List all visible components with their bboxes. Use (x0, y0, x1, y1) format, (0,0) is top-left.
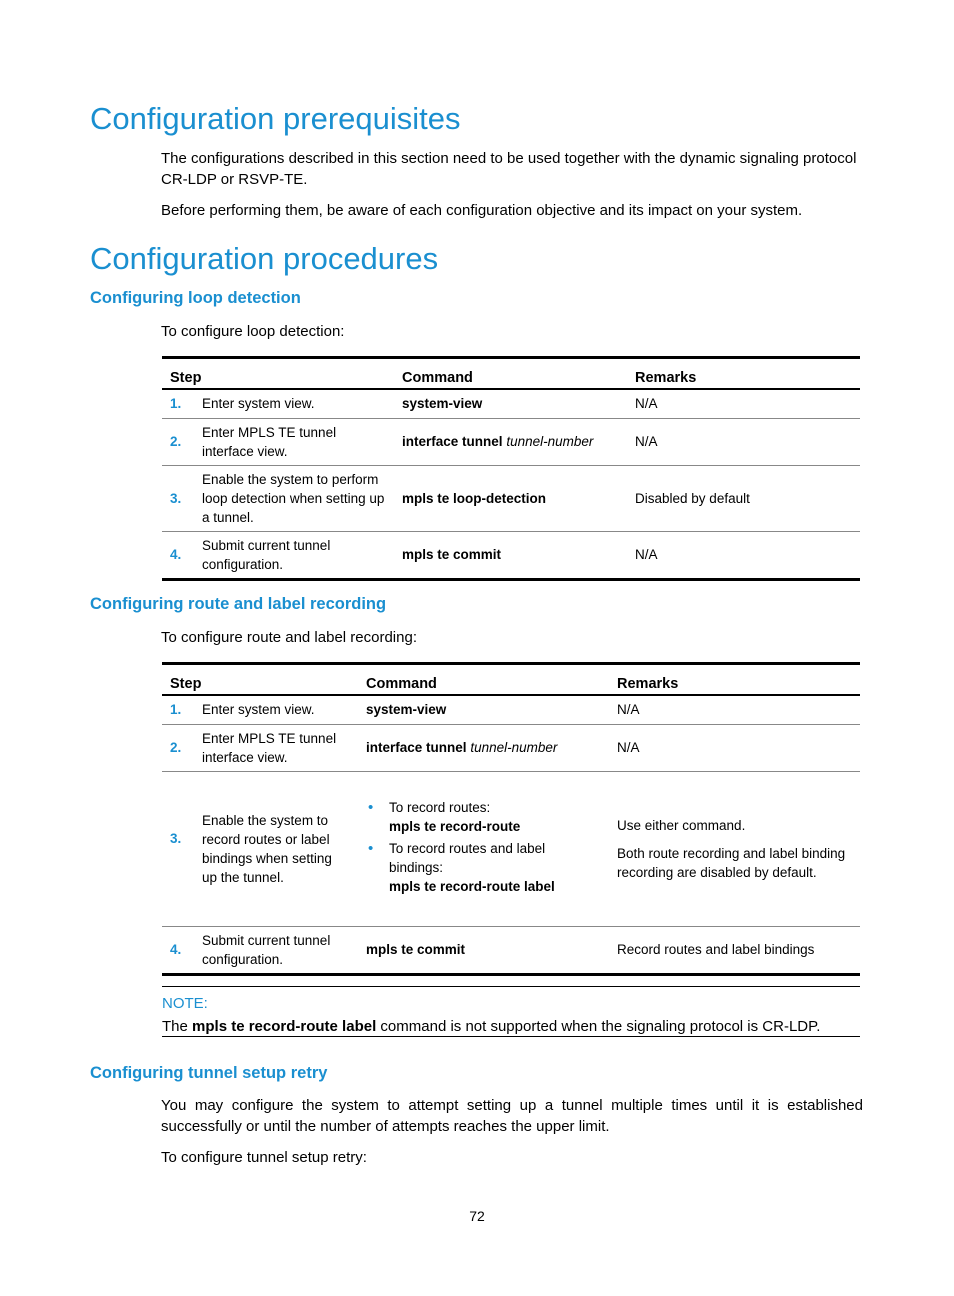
prereq-paragraph-2: Before performing them, be aware of each configuration objective and its impact on your system. (161, 202, 803, 219)
prereq-title: Configuration prerequisites (90, 101, 461, 136)
command-cell (358, 926, 609, 974)
step-number: 2. (170, 740, 182, 755)
route-recording-table (162, 662, 860, 976)
tunnel-retry-paragraph: You may configure the system to attempt setting up a tunnel multiple times until it is established successfully or until the number of attempts reaches the upper limit. (161, 1097, 863, 1135)
remarks-paragraph: Both route recording and label binding recording are disabled by default. (617, 845, 846, 880)
step-header: Step (170, 676, 202, 692)
step-header: Step (170, 370, 202, 386)
remarks-cell: N/A (635, 396, 658, 412)
command-cell (358, 695, 609, 724)
remarks-paragraph: Use either command. (617, 817, 746, 833)
command-cell (358, 724, 609, 771)
tunnel-retry-heading: Configuring tunnel setup retry (90, 1064, 328, 1082)
table-row (162, 465, 860, 531)
command-keyword: mpls te record-route (389, 819, 521, 834)
command-cell (394, 389, 627, 418)
note-prefix: The (162, 1018, 188, 1035)
route-recording-heading: Configuring route and label recording (90, 595, 387, 613)
command-keyword: system-view (366, 702, 447, 718)
command-keyword: interface tunnel (366, 740, 467, 755)
command-cell (394, 418, 627, 465)
step-description: Enter MPLS TE tunnel interface view. (202, 730, 337, 765)
procedures-title: Configuration procedures (90, 241, 439, 276)
loop-detection-heading: Configuring loop detection (90, 289, 301, 307)
command-keyword: interface tunnel (402, 434, 503, 449)
loop-detection-intro: To configure loop detection: (161, 323, 345, 340)
step-description: Submit current tunnel configuration. (202, 537, 331, 572)
command-argument: tunnel-number (470, 740, 558, 755)
remarks-header: Remarks (617, 676, 679, 692)
command-keyword: system-view (402, 396, 483, 412)
command-cell (394, 531, 627, 579)
remarks-cell: N/A (617, 740, 640, 755)
list-item (389, 798, 601, 836)
step-number: 4. (170, 547, 182, 562)
table-row (162, 389, 860, 418)
remarks-cell: N/A (617, 702, 640, 718)
step-number: 2. (170, 434, 182, 449)
step-number: 3. (170, 490, 182, 506)
tunnel-retry-intro: To configure tunnel setup retry: (161, 1149, 367, 1166)
step-number-text: 3. (170, 831, 182, 846)
remarks-header: Remarks (635, 370, 697, 386)
remarks-cell (609, 771, 860, 926)
step-description: Enter system view. (202, 396, 315, 412)
command-options-list (366, 798, 601, 896)
table-header-row (162, 358, 860, 390)
step-description: Enter MPLS TE tunnel interface view. (202, 424, 337, 459)
page-number: 72 (469, 1208, 485, 1224)
table-row (162, 695, 860, 724)
command-keyword: mpls te commit (366, 942, 466, 957)
command-header: Command (402, 370, 473, 386)
remarks-cell: Record routes and label bindings (617, 942, 815, 957)
loop-detection-table (162, 356, 860, 581)
step-description: Enter system view. (202, 702, 315, 718)
remarks-cell: N/A (635, 547, 658, 562)
prereq-paragraph-1: The configurations described in this section need to be used together with the dynamic signaling protocol CR-LDP or RSVP-TE. (161, 150, 857, 188)
step-number (162, 771, 194, 926)
list-item (389, 839, 601, 896)
step-description: Enable the system to perform loop detection when setting up a tunnel. (202, 471, 385, 525)
step-description: Enable the system to record routes or label bindings when setting up the tunnel. (202, 812, 332, 885)
command-keyword: mpls te commit (402, 547, 502, 562)
command-keyword: mpls te record-route label (389, 879, 555, 894)
remarks-cell: Disabled by default (635, 490, 750, 506)
table-row (162, 418, 860, 465)
table-row (162, 771, 860, 926)
note-text (162, 1018, 860, 1035)
bullet-text: To record routes: (389, 800, 491, 815)
step-description: Submit current tunnel configuration. (202, 932, 331, 967)
table-row (162, 926, 860, 974)
command-cell (358, 771, 609, 926)
command-cell (394, 465, 627, 531)
note-command: mpls te record-route label (192, 1018, 377, 1035)
table-row (162, 724, 860, 771)
step-number: 4. (170, 942, 182, 957)
table-row (162, 531, 860, 579)
step-number: 1. (170, 702, 182, 718)
note-suffix: command is not supported when the signaling protocol is CR-LDP. (380, 1018, 821, 1035)
note-box (162, 986, 860, 1037)
route-recording-intro: To configure route and label recording: (161, 629, 417, 646)
command-header: Command (366, 676, 437, 692)
command-keyword: mpls te loop-detection (402, 490, 547, 506)
table-header-row (162, 664, 860, 696)
command-argument: tunnel-number (506, 434, 594, 449)
note-label: NOTE: (162, 995, 208, 1012)
step-number: 1. (170, 396, 182, 412)
bullet-text: To record routes and label bindings: (389, 841, 546, 875)
remarks-cell: N/A (635, 434, 658, 449)
